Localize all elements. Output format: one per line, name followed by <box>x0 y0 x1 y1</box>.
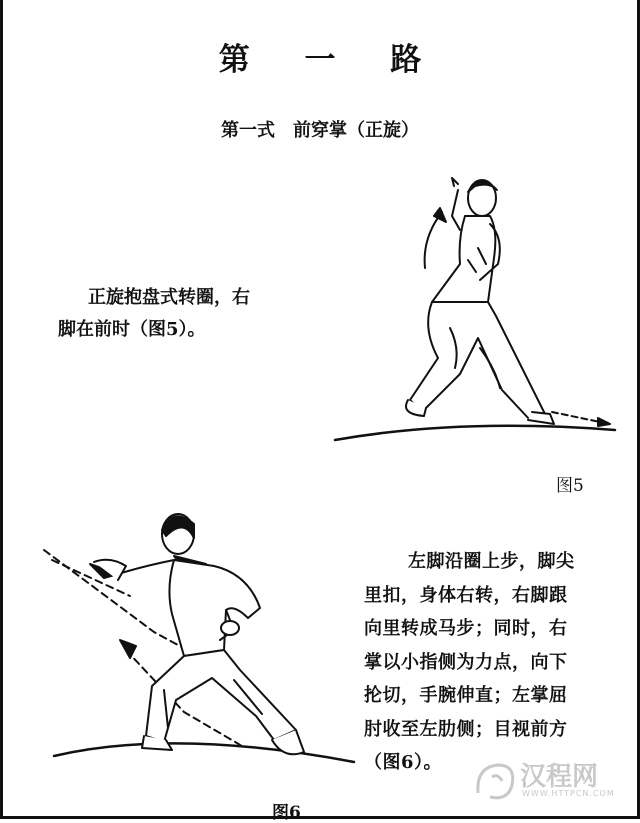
figure-5-caption: 图5 <box>556 476 584 496</box>
paragraph-2 <box>364 545 614 780</box>
paragraph-1-line-2: 脚在前时（图5）。 <box>58 319 206 340</box>
paragraph-2-line-7: （图6）。 <box>364 752 443 773</box>
watermark-text: 汉程网 <box>520 762 599 792</box>
form-number: 第一式 <box>221 120 275 141</box>
form-title <box>0 116 640 142</box>
paragraph-2-line-3: 向里转成马步；同时，右 <box>364 618 568 639</box>
form-name: 前穿掌（正旋） <box>293 120 419 141</box>
watermark-url: WWW.HTTPCN.COM <box>522 789 615 798</box>
paragraph-2-line-6: 肘收至左肋侧；目视前方 <box>364 718 568 740</box>
figure-6-illustration <box>34 500 364 800</box>
paragraph-2-line-2: 里扣，身体右转，右脚跟 <box>364 584 568 606</box>
paragraph-2-line-5: 抡切，手腕伸直；左掌屈 <box>364 685 568 706</box>
paragraph-1-line-1: 正旋抱盘式转圈，右 <box>88 287 250 308</box>
figure-5-illustration <box>330 168 620 458</box>
page-title: 第 一 路 <box>218 42 444 78</box>
figure-6-caption: 图6 <box>272 803 301 823</box>
paragraph-1 <box>58 282 308 346</box>
paragraph-2-line-4: 掌以小指侧为力点，向下 <box>364 651 568 673</box>
paragraph-2-line-1: 左脚沿圈上步，脚尖 <box>408 551 575 572</box>
